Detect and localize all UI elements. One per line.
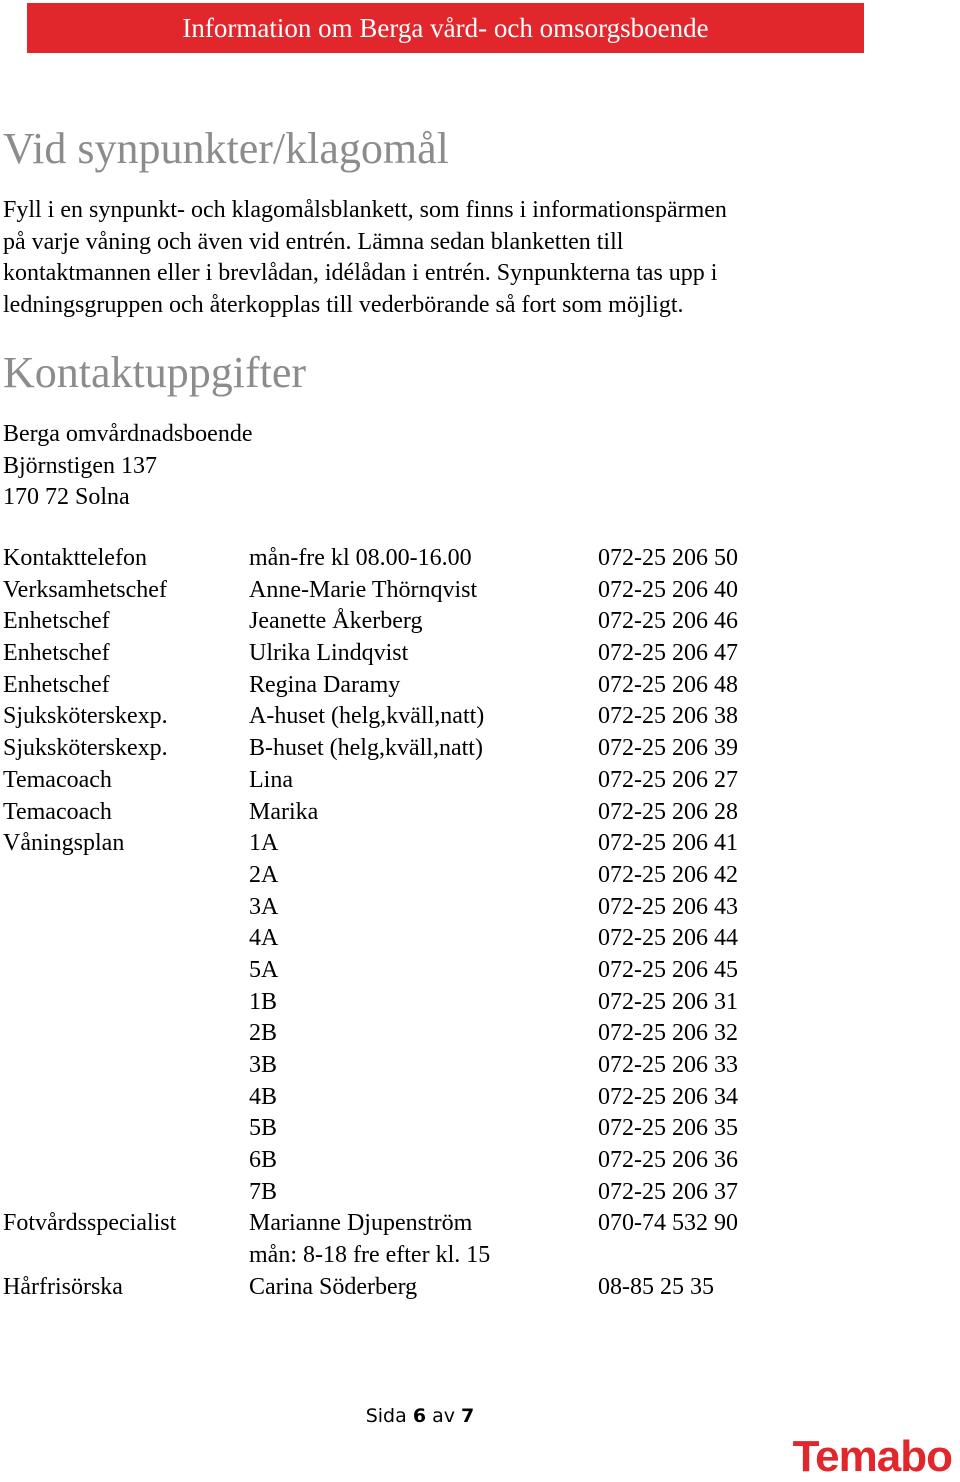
contact-role: Sjuksköterskexp. (3, 703, 168, 730)
contact-name: Anne-Marie Thörnqvist (249, 576, 478, 603)
contact-name: 5A (249, 956, 279, 983)
section-heading-contacts: Kontaktuppgifter (3, 348, 307, 397)
contact-name: 1B (249, 988, 278, 1015)
contact-name: 7B (249, 1178, 278, 1205)
contact-name: Jeanette Åkerberg (249, 608, 423, 635)
contact-phone: 072-25 206 50 (598, 545, 738, 571)
contact-phone: 072-25 206 40 (598, 576, 738, 603)
contact-row (3, 862, 903, 894)
contact-table (3, 545, 903, 1306)
contact-row (3, 1020, 903, 1052)
contact-role: Temacoach (3, 798, 112, 825)
contact-phone: 072-25 206 44 (598, 925, 738, 952)
contact-row (3, 1115, 903, 1147)
contact-row (3, 672, 903, 704)
contact-phone: 072-25 206 43 (598, 893, 738, 920)
contact-name: Lina (249, 766, 293, 793)
contact-role: Hårfrisörska (3, 1273, 123, 1300)
header-banner (27, 3, 864, 53)
contact-row (3, 1242, 903, 1274)
contact-name: 4A (249, 925, 279, 952)
contact-row (3, 1210, 903, 1242)
contact-role: Kontakttelefon (3, 545, 147, 571)
contact-phone: 072-25 206 46 (598, 608, 738, 635)
contact-row (3, 1179, 903, 1211)
contact-name: 3A (249, 893, 279, 920)
contact-phone: 072-25 206 38 (598, 703, 738, 730)
contact-row (3, 1052, 903, 1084)
address-line: Björnstigen 137 (3, 452, 157, 479)
contact-phone: 072-25 206 42 (598, 861, 738, 888)
contact-row (3, 894, 903, 926)
contact-name: 2A (249, 861, 279, 888)
section-heading-feedback: Vid synpunkter/klagomål (3, 124, 449, 173)
contact-role: Våningsplan (3, 830, 125, 857)
contact-phone: 072-25 206 27 (598, 766, 738, 793)
contact-row (3, 957, 903, 989)
contact-phone: 072-25 206 33 (598, 1052, 738, 1078)
contact-row (3, 608, 903, 640)
contact-row (3, 1274, 903, 1306)
contact-row (3, 1147, 903, 1179)
footer-total-pages: 7 (461, 1405, 475, 1427)
contact-row (3, 925, 903, 957)
contact-phone: 072-25 206 47 (598, 640, 738, 667)
contact-phone: 08-85 25 35 (598, 1273, 714, 1300)
contact-name: Marianne Djupenström (249, 1210, 473, 1237)
contact-role: Fotvårdsspecialist (3, 1210, 177, 1237)
contact-name: mån: 8-18 fre efter kl. 15 (249, 1242, 491, 1269)
contact-phone: 070-74 532 90 (598, 1210, 738, 1237)
contact-phone: 072-25 206 48 (598, 671, 738, 698)
contact-name: Regina Daramy (249, 671, 401, 698)
contact-row (3, 577, 903, 609)
contact-phone: 072-25 206 35 (598, 1115, 738, 1142)
contact-row (3, 640, 903, 672)
contact-role: Sjuksköterskexp. (3, 735, 168, 762)
paragraph-line: kontaktmannen eller i brevlådan, idélådan i entrén. Synpunkterna tas upp i (3, 260, 718, 286)
contact-role: Verksamhetschef (3, 576, 167, 603)
address-block (3, 419, 252, 514)
contact-name: 3B (249, 1052, 278, 1078)
footer-prefix: Sida (365, 1405, 407, 1427)
contact-role: Enhetschef (3, 671, 110, 698)
contact-phone: 072-25 206 32 (598, 1020, 738, 1047)
contact-name: Marika (249, 798, 319, 825)
contact-row (3, 545, 903, 577)
page-footer (0, 1405, 840, 1427)
contact-name: mån-fre kl 08.00-16.00 (249, 545, 472, 571)
contact-name: 1A (249, 830, 279, 857)
temabo-logo: Temabo (792, 1432, 952, 1481)
contact-phone: 072-25 206 45 (598, 956, 738, 983)
contact-phone: 072-25 206 31 (598, 988, 738, 1015)
address-line: 170 72 Solna (3, 484, 130, 510)
contact-name: 4B (249, 1083, 278, 1110)
paragraph-line: Fyll i en synpunkt- och klagomålsblankett, som finns i informationspärmen (3, 197, 727, 223)
paragraph-line: ledningsgruppen och återkopplas till vederbörande så fort som möjligt. (3, 291, 684, 318)
contact-row (3, 799, 903, 831)
contact-row (3, 989, 903, 1021)
address-line: Berga omvårdnadsboende (3, 421, 253, 447)
footer-middle: av (432, 1405, 455, 1427)
contact-name: Ulrika Lindqvist (249, 640, 409, 667)
footer-page-number: 6 (412, 1405, 427, 1427)
contact-name: 2B (249, 1020, 278, 1047)
contact-phone: 072-25 206 28 (598, 798, 738, 825)
feedback-paragraph (3, 195, 853, 321)
paragraph-line: på varje våning och även vid entrén. Lämna sedan blanketten till (3, 228, 624, 255)
contact-phone: 072-25 206 36 (598, 1147, 738, 1174)
contact-name: Carina Söderberg (249, 1273, 418, 1300)
contact-role: Enhetschef (3, 640, 110, 667)
contact-phone: 072-25 206 37 (598, 1178, 738, 1205)
contact-name: B-huset (helg,kväll,natt) (249, 735, 483, 762)
contact-name: 6B (249, 1147, 278, 1174)
header-title: Information om Berga vård- och omsorgsboende (182, 12, 709, 43)
contact-role: Temacoach (3, 766, 112, 793)
contact-phone: 072-25 206 41 (598, 830, 738, 857)
contact-row (3, 767, 903, 799)
contact-row (3, 1084, 903, 1116)
contact-row (3, 703, 903, 735)
contact-phone: 072-25 206 34 (598, 1083, 738, 1110)
contact-name: A-huset (helg,kväll,natt) (249, 703, 485, 730)
contact-row (3, 830, 903, 862)
contact-phone: 072-25 206 39 (598, 735, 738, 762)
contact-row (3, 735, 903, 767)
contact-role: Enhetschef (3, 608, 110, 635)
contact-name: 5B (249, 1115, 278, 1142)
